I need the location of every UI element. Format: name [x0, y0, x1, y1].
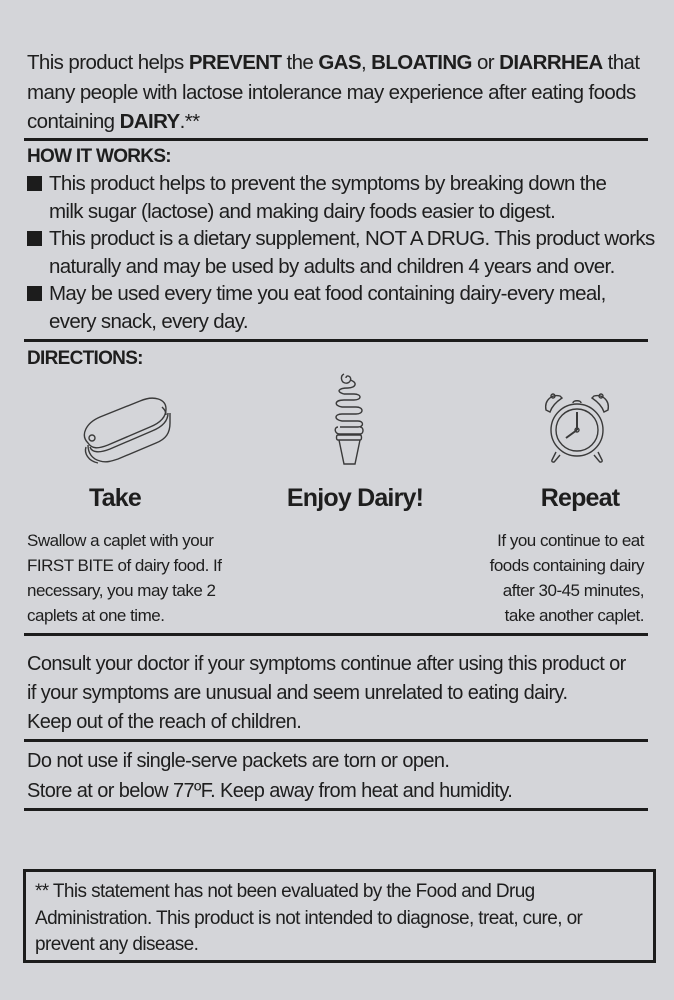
square-bullet-icon	[27, 231, 42, 246]
step-repeat-line: take another caplet.	[504, 606, 644, 625]
list-item-text: every snack, every day.	[49, 309, 248, 333]
disclaimer-line: Administration. This product is not intended to diagnose, treat, cure, or	[35, 907, 583, 929]
square-bullet-icon	[27, 176, 42, 191]
intro-emphasis-gas: GAS	[318, 51, 361, 74]
divider	[24, 339, 648, 342]
list-item-text: naturally and may be used by adults and children 4 years and over.	[49, 254, 615, 278]
list-item	[27, 280, 667, 335]
ice-cream-cone-icon	[332, 372, 368, 467]
fda-disclaimer-text	[35, 879, 655, 959]
intro-text: .**	[179, 110, 200, 133]
step-repeat-line: after 30-45 minutes,	[502, 581, 644, 600]
step-take-line: Swallow a caplet with your	[27, 531, 214, 550]
list-item-text: milk sugar (lactose) and making dairy foods easier to digest.	[49, 199, 556, 223]
step-take-line: caplets at one time.	[27, 606, 165, 625]
consult-line: Consult your doctor if your symptoms continue after using this product or	[27, 653, 626, 675]
list-item-text: This product helps to prevent the symptoms by breaking down the	[49, 172, 607, 195]
packet-warning-line: Do not use if single-serve packets are torn or open.	[27, 750, 450, 772]
divider	[24, 633, 648, 636]
step-enjoy-dairy-title: Enjoy Dairy!	[286, 484, 424, 512]
intro-emphasis-prevent: PREVENT	[188, 51, 282, 74]
intro-text: ,	[360, 51, 372, 74]
step-take-line: necessary, you may take 2	[27, 581, 216, 600]
consult-warning	[27, 650, 667, 737]
caplet-icon	[78, 395, 173, 475]
alarm-clock-icon	[542, 390, 612, 470]
step-take-line: FIRST BITE of dairy food. If	[27, 556, 222, 575]
list-item	[27, 225, 667, 280]
keep-out-of-reach-line: Keep out of the reach of children.	[27, 711, 302, 733]
step-repeat-line: If you continue to eat	[497, 531, 644, 550]
storage-line: Store at or below 77ºF. Keep away from heat and humidity.	[27, 780, 513, 802]
step-take-title: Take	[89, 484, 141, 512]
list-item-text: This product is a dietary supplement, NOT A DRUG. This product works	[49, 227, 655, 250]
intro-emphasis-diarrhea: DIARRHEA	[499, 51, 603, 74]
divider	[24, 808, 648, 811]
directions-heading: DIRECTIONS:	[27, 348, 143, 369]
intro-text: or	[471, 51, 500, 74]
intro-text: the	[281, 51, 319, 74]
intro-emphasis-bloating: BLOATING	[371, 51, 472, 74]
intro-text: that many people with lactose intolerance may experience after eating foods containing	[27, 51, 640, 133]
consult-line: if your symptoms are unusual and seem unrelated to eating dairy.	[27, 682, 568, 704]
list-item-text: May be used every time you eat food containing dairy-every meal,	[49, 282, 606, 305]
square-bullet-icon	[27, 286, 42, 301]
storage-warning	[27, 746, 667, 806]
step-take-instructions	[27, 528, 287, 628]
list-item	[27, 170, 667, 225]
how-it-works-heading: HOW IT WORKS:	[27, 146, 171, 167]
step-repeat-title: Repeat	[540, 484, 620, 512]
disclaimer-line: ** This statement has not been evaluated by the Food and Drug	[35, 881, 535, 902]
intro-text: This product helps	[27, 51, 189, 74]
fda-disclaimer-box	[23, 869, 656, 963]
step-repeat-line: foods containing dairy	[489, 556, 644, 575]
disclaimer-line: prevent any disease.	[35, 934, 199, 955]
intro-paragraph	[27, 48, 667, 137]
intro-emphasis-dairy: DAIRY	[119, 110, 180, 133]
how-it-works-list	[27, 170, 667, 335]
step-repeat-instructions	[400, 528, 644, 628]
divider	[24, 138, 648, 141]
divider	[24, 739, 648, 742]
